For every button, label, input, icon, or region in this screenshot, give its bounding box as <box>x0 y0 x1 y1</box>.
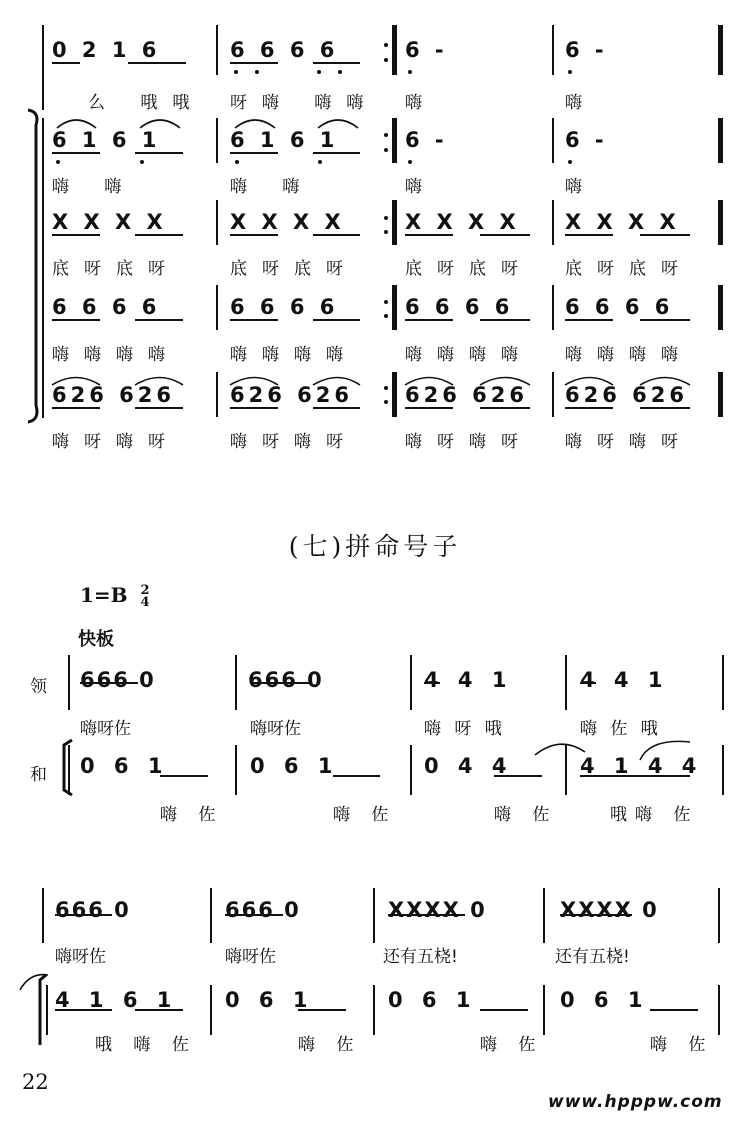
lead-lyrics: 嗨呀佐 <box>80 719 131 739</box>
score-notes: 6 1 6 1 <box>52 128 161 152</box>
barline <box>210 985 212 1035</box>
lead-lyrics: 还有五桡! <box>555 947 630 967</box>
chorus-lyrics: 嗨 佐 <box>298 1035 362 1055</box>
time-signature <box>140 582 150 610</box>
chorus-lyrics: 嗨 佐 <box>650 1035 714 1055</box>
lyrics: 嗨嗨嗨嗨 <box>565 345 693 365</box>
lead-lyrics: 嗨呀佐 <box>250 719 301 739</box>
lyrics: 底呀底呀 <box>565 259 693 279</box>
lyrics: 嗨呀嗨呀 <box>52 432 180 452</box>
barline <box>722 655 724 710</box>
lyrics: 嗨 <box>565 93 597 113</box>
lead-notes: 666 0 <box>80 668 156 692</box>
barline <box>235 655 237 710</box>
barline <box>46 985 48 1035</box>
lead-lyrics: 嗨呀佐 <box>55 947 106 967</box>
barline <box>565 745 567 795</box>
lyrics: 嗨 嗨 <box>230 177 315 197</box>
score-notes: 6 - <box>405 128 448 152</box>
time-bottom: 4 <box>140 594 150 610</box>
score-notes: 6 6 6 6 <box>230 295 339 319</box>
chorus-label: 和 <box>30 765 47 785</box>
score-notes: 626 626 <box>405 383 528 407</box>
lyrics: 底呀底呀 <box>52 259 180 279</box>
barline <box>68 655 70 710</box>
score-notes: 0 2 1 6 <box>52 38 161 62</box>
score-notes: 626 626 <box>230 383 353 407</box>
barline <box>235 745 237 795</box>
lead-lyrics: 嗨 呀 哦 <box>424 719 506 739</box>
tempo-marking: 快板 <box>78 629 114 650</box>
barline <box>68 745 70 795</box>
score-notes: X X X X <box>405 210 520 234</box>
score-notes: 6 - <box>405 38 448 62</box>
score-notes: 6 6 6 6 <box>565 295 674 319</box>
lyrics: 嗨 嗨 <box>52 177 137 197</box>
score-notes: 626 626 <box>565 383 688 407</box>
lyrics: 嗨嗨嗨嗨 <box>52 345 180 365</box>
time-top: 2 <box>140 582 150 598</box>
lyrics: 嗨 <box>565 177 597 197</box>
chorus-notes: 4 1 6 1 <box>55 988 178 1012</box>
chorus-notes: 0 6 1 <box>388 988 477 1012</box>
chorus-lyrics: 嗨 佐 <box>494 805 558 825</box>
barline <box>543 888 545 943</box>
lyrics: 呀嗨 嗨嗨 <box>230 93 379 113</box>
lyrics: 底呀底呀 <box>405 259 533 279</box>
score-notes: 626 626 <box>52 383 175 407</box>
barline <box>718 888 720 943</box>
lead-notes: 4 4 1 <box>424 668 513 692</box>
lead-lyrics: 嗨呀佐 <box>225 947 276 967</box>
lyrics: 嗨嗨嗨嗨 <box>230 345 358 365</box>
score-notes: 6 - <box>565 38 608 62</box>
lyrics: 嗨呀嗨呀 <box>405 432 533 452</box>
score-notes: X X X X <box>230 210 345 234</box>
lead-notes: XXXX 0 <box>388 898 487 922</box>
score-notes: 6 1 6 1 <box>230 128 339 152</box>
lyrics: 嗨呀嗨呀 <box>230 432 358 452</box>
page-number: 22 <box>22 1070 49 1094</box>
chorus-lyrics: 嗨 佐 <box>160 805 224 825</box>
score-notes: 6 6 6 6 <box>52 295 161 319</box>
lyrics: 嗨 <box>405 177 437 197</box>
lead-label: 领 <box>30 677 47 697</box>
barline <box>373 888 375 943</box>
barline <box>410 745 412 795</box>
score-notes: 6 6 6 6 <box>405 295 514 319</box>
chorus-lyrics: 哦 嗨 佐 <box>95 1035 197 1055</box>
barline <box>543 985 545 1035</box>
lead-notes: 666 0 <box>248 668 324 692</box>
lyrics: 嗨嗨嗨嗨 <box>405 345 533 365</box>
lead-notes: XXXX 0 <box>560 898 659 922</box>
chorus-lyrics: 嗨 佐 <box>333 805 397 825</box>
barline <box>373 985 375 1035</box>
chorus-notes: 4 1 4 4 <box>580 754 703 778</box>
score-notes: 6 - <box>565 128 608 152</box>
barline <box>410 655 412 710</box>
chorus-notes: 0 6 1 <box>250 754 339 778</box>
lead-lyrics: 还有五桡! <box>383 947 458 967</box>
chorus-lyrics: 嗨 佐 <box>480 1035 544 1055</box>
score-notes: 6 6 6 6 <box>230 38 339 62</box>
lead-notes: 666 0 <box>55 898 131 922</box>
score-notes: X X X X <box>52 210 167 234</box>
lead-notes: 666 0 <box>225 898 301 922</box>
barline <box>42 888 44 943</box>
key-signature <box>80 583 150 609</box>
chorus-lyrics: 哦嗨 佐 <box>610 805 699 825</box>
lead-lyrics: 嗨 佐 哦 <box>580 719 662 739</box>
lyrics: 底呀底呀 <box>230 259 358 279</box>
lyrics: 嗨呀嗨呀 <box>565 432 693 452</box>
lyrics: 嗨 <box>405 93 437 113</box>
section-title: (七)拼命号子 <box>288 532 462 561</box>
barline <box>718 985 720 1035</box>
lead-notes: 4 4 1 <box>580 668 669 692</box>
barline <box>722 745 724 795</box>
barline <box>210 888 212 943</box>
watermark: www.hpppw.com <box>548 1092 723 1112</box>
barline <box>565 655 567 710</box>
chorus-notes: 0 6 1 <box>80 754 169 778</box>
score-notes: X X X X <box>565 210 680 234</box>
chorus-notes: 0 4 4 <box>424 754 513 778</box>
key-label: 1=B <box>80 583 128 607</box>
chorus-notes: 0 6 1 <box>560 988 649 1012</box>
lyrics: 么 哦哦 <box>88 93 205 113</box>
chorus-notes: 0 6 1 <box>225 988 314 1012</box>
